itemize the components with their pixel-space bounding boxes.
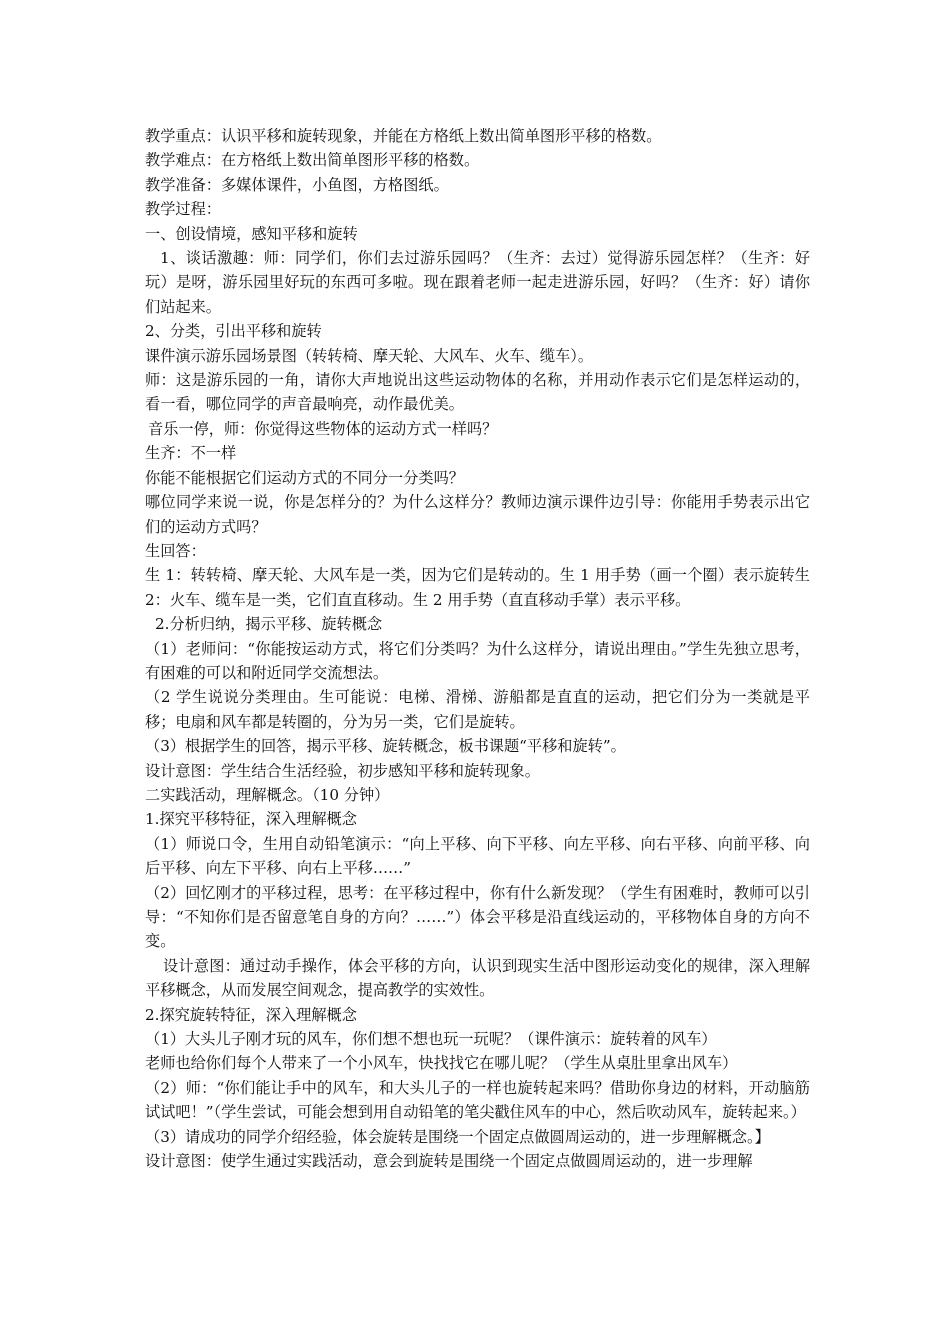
section-heading-2: 二实践活动，理解概念。（10 分钟） — [145, 785, 390, 804]
paragraph-design-intent-1: 设计意图：学生结合生活经验，初步感知平移和旋转现象。 — [145, 761, 540, 780]
paragraph-step-3: （3）根据学生的回答，揭示平移、旋转概念，板书课题“平移和旋转”。 — [145, 737, 626, 756]
paragraph-rotation-3: （3）请成功的同学介绍经验，体会旋转是围绕一个固定点做圆周运动的，进一步理解概念。】 — [145, 1127, 770, 1146]
paragraph-rotation-1: （1）大头儿子刚才玩的风车，你们想不想也玩一玩呢？（课件演示：旋转着的风车） — [145, 1030, 717, 1049]
paragraph-step-2: （2 学生说说分类理由。生可能说：电梯、滑梯、游船都是直直的运动，把它们分为一类就是平移；电扇和风车都是转圈的，分为另一类，它们是旋转。 — [145, 688, 810, 731]
paragraph-rotation-2: （2）师：“你们能让手中的风车，和大头儿子的一样也旋转起来吗？借助你身边的材料，开动脑筋试试吧！”（学生尝试，可能会想到用自动铅笔的笔尖戳住风车的中心，然后吹动风车，旋转起来。） — [145, 1078, 810, 1122]
paragraph-who-explains: 哪位同学来说一说，你是怎样分的？为什么这样分？教师边演示课件边引导：你能用手势表示出它们的运动方式吗？ — [145, 493, 810, 536]
subheading-classify: 2、分类，引出平移和旋转 — [145, 322, 322, 341]
text-process-heading: 教学过程： — [145, 200, 221, 219]
paragraph-translation-2: （2）回忆刚才的平移过程，思考：在平移过程中，你有什么新发现？（学生有困难时，教师可以引导：“不知你们是否留意笔自身的方向？……”）体会平移是沿直线运动的，平移物体自身的方向不变。 — [145, 883, 810, 951]
paragraph-music-stop: 音乐一停，师：你觉得这些物体的运动方式一样吗？ — [148, 419, 498, 438]
section-heading-1: 一、创设情境，感知平移和旋转 — [145, 224, 358, 243]
text-difficulties: 教学难点：在方格纸上数出简单图形平移的格数。 — [145, 151, 480, 170]
paragraph-warmup: 1、谈话激趣：师：同学们，你们去过游乐园吗？（生齐：去过）觉得游乐园怎样？（生齐：好玩）是呀，游乐园里好玩的东西可多啦。现在跟着老师一起走进游乐园，好吗？（生齐：好）请你们站起来。 — [145, 249, 810, 316]
paragraph-classify-question: 你能不能根据它们运动方式的不同分一分类吗？ — [145, 468, 464, 487]
text-key-points: 教学重点：认识平移和旋转现象，并能在方格纸上数出简单图形平移的格数。 — [145, 127, 662, 145]
paragraph-student-examples: 生 1：转转椅、摩天轮、大风车是一类，因为它们是转动的。生 1 用手势（画一个圈）表示旋转生 2：火车、缆车是一类，它们直直移动。生 2 用手势（直直移动手掌）表示平移。 — [145, 566, 810, 609]
paragraph-teacher-intro: 师：这是游乐园的一角，请你大声地说出这些运动物体的名称，并用动作表示它们是怎样运动的，看一看，哪位同学的声音最响亮，动作最优美。 — [145, 371, 810, 414]
document-page — [145, 124, 810, 1173]
subheading-rotation: 2.探究旋转特征，深入理解概念 — [145, 1005, 357, 1024]
paragraph-courseware: 课件演示游乐园场景图（转转椅、摩天轮、大风车、火车、缆车）。 — [145, 346, 594, 365]
subheading-analysis: 2.分析归纳，揭示平移、旋转概念 — [155, 615, 383, 634]
paragraph-step-1: （1）老师问：“你能按运动方式，将它们分类吗？为什么这样分，请说出理由。”学生先独立思考，有困难的可以和附近同学交流想法。 — [145, 639, 810, 682]
paragraph-students-reply: 生齐：不一样 — [145, 444, 237, 463]
paragraph-rotation-windmill: 老师也给你们每个人带来了一个小风车，快找找它在哪儿呢？（学生从桌肚里拿出风车） — [145, 1054, 738, 1073]
paragraph-student-answer: 生回答： — [145, 541, 206, 560]
paragraph-design-intent-3: 设计意图：使学生通过实践活动，意会到旋转是围绕一个固定点做圆周运动的，进一步理解 — [145, 1152, 753, 1171]
subheading-translation: 1.探究平移特征，深入理解概念 — [145, 810, 357, 829]
paragraph-design-intent-2: 设计意图：通过动手操作，体会平移的方向，认识到现实生活中图形运动变化的规律，深入理解平移概念，从而发展空间观念，提高教学的实效性。 — [145, 956, 810, 1000]
paragraph-translation-1: （1）师说口令，生用自动铅笔演示：“向上平移、向下平移、向左平移、向右平移、向前平移、向后平移、向左下平移、向右上平移……” — [145, 834, 810, 878]
text-preparation: 教学准备：多媒体课件，小鱼图，方格图纸。 — [145, 175, 449, 194]
